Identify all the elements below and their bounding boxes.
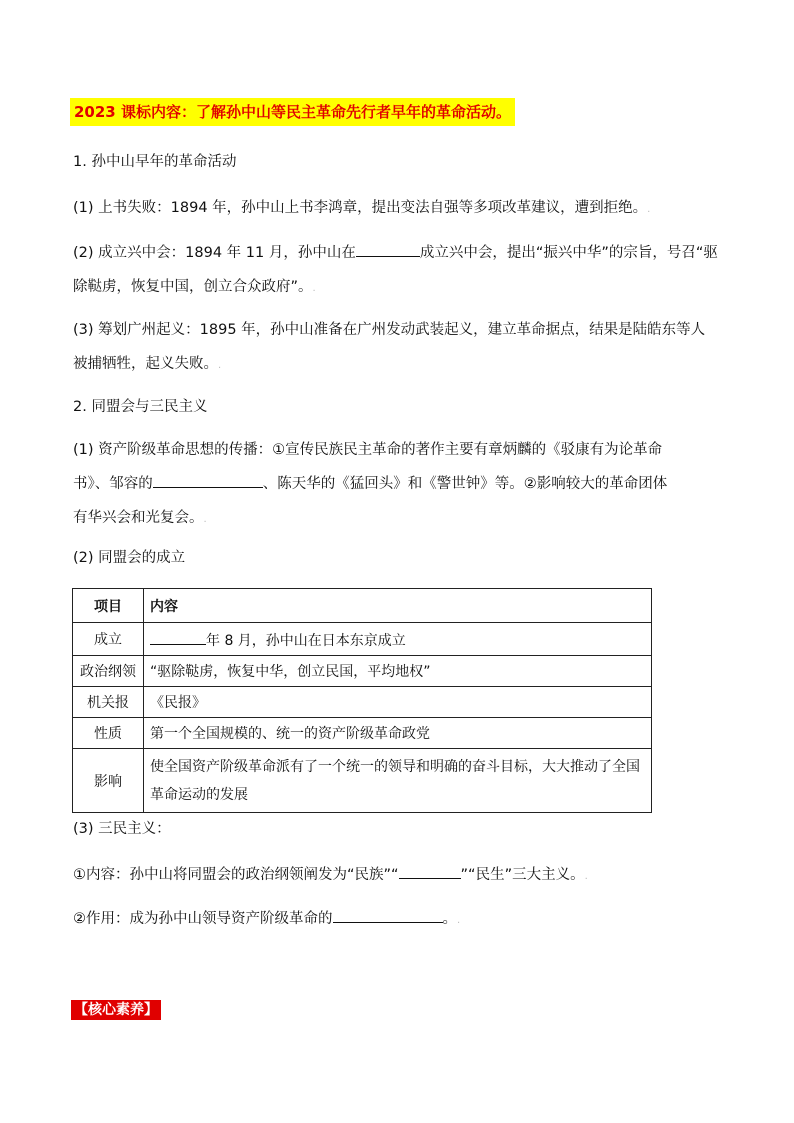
section1-item2: (2) 成立兴中会：1894 年 11 月，孙中山在 成立兴中会，提出“振兴中华”的宗旨，号召“驱 除鞑虏，恢复中国，创立合众政府”。. [73, 236, 725, 306]
table-row [73, 656, 652, 687]
section3-content: ①内容：孙中山将同盟会的政治纲领阐发为“民族”“ ”“民生”三大主义。. [73, 858, 725, 894]
section1-item1: (1) 上书失败：1894 年，孙中山上书李鸿章，提出变法自强等多项改革建议，遭到拒绝。. [73, 200, 651, 216]
row-label: 成立 [73, 623, 144, 656]
row-content: 第一个全国规模的、统一的资产阶级革命政党 [144, 718, 652, 749]
effect-text-b: 。 [442, 911, 457, 927]
core-competency-badge: 【核心素养】 [71, 1000, 161, 1020]
header-item: 项目 [73, 589, 144, 623]
section2-item1: (1) 资产阶级革命思想的传播：①宣传民族民主革命的著作主要有章炳麟的《驳康有为论革命 书》、邹容的 、陈天华的《猛回头》和《警世钟》等。②影响较大的革命团体 有华兴会和光复会。. [73, 442, 668, 526]
answer-blank[interactable] [153, 471, 263, 488]
row-label: 机关报 [73, 687, 144, 718]
item1-text: (1) 上书失败：1894 年，孙中山上书李鸿章，提出变法自强等多项改革建议，遭到拒绝。 [73, 200, 648, 216]
item1-text-b2: 、陈天华的《猛回头》和《警世钟》等。②影响较大的革命团体 [262, 476, 668, 492]
table-row [73, 718, 652, 749]
row-content: 《民报》 [144, 687, 652, 718]
row-label: 政治纲领 [73, 656, 144, 687]
answer-blank[interactable] [356, 240, 420, 257]
section3-title: (3) 三民主义： [73, 821, 171, 837]
row-content-text: 年 8 月，孙中山在日本东京成立 [206, 633, 406, 649]
content-text-a: ①内容：孙中山将同盟会的政治纲领阐发为“民族”“ [73, 867, 399, 883]
section1-title: 1. 孙中山早年的革命活动 [73, 154, 237, 170]
row-content: 使全国资产阶级革命派有了一个统一的领导和明确的奋斗目标，大大推动了全国革命运动的发展 [144, 749, 652, 813]
effect-text-a: ②作用：成为孙中山领导资产阶级革命的 [73, 911, 333, 927]
item1-text-b1: 书》、邹容的 [73, 476, 153, 492]
item1-text-a: (1) 资产阶级革命思想的传播：①宣传民族民主革命的著作主要有章炳麟的《驳康有为论革命 [73, 442, 663, 458]
row-content: “驱除鞑虏，恢复中华，创立民国，平均地权” [144, 656, 652, 687]
tongmenghui-table [72, 588, 652, 813]
item3-text-a: (3) 筹划广州起义：1895 年，孙中山准备在广州发动武装起义，建立革命据点，结果是陆皓东等人 [73, 322, 706, 338]
section2-item2: (2) 同盟会的成立 [73, 550, 186, 566]
section2-title: 2. 同盟会与三民主义 [73, 399, 208, 415]
table-row [73, 687, 652, 718]
table-header-row [73, 589, 652, 623]
standards-heading [70, 98, 515, 126]
row-content [144, 623, 652, 656]
answer-blank[interactable] [150, 628, 206, 645]
row-label: 影响 [73, 749, 144, 813]
item1-text-c: 有华兴会和光复会。 [73, 510, 204, 526]
answer-blank[interactable] [399, 862, 461, 879]
section3-effect: ②作用：成为孙中山领导资产阶级革命的 。. [73, 902, 725, 938]
row-label: 性质 [73, 718, 144, 749]
heading-year: 2023 [74, 103, 116, 121]
table-row [73, 623, 652, 656]
item2-text-c: 除鞑虏，恢复中国，创立合众政府”。 [73, 279, 313, 295]
item2-text-a: (2) 成立兴中会：1894 年 11 月，孙中山在 [73, 245, 356, 261]
heading-text: 课标内容：了解孙中山等民主革命先行者早年的革命活动。 [120, 103, 511, 121]
answer-blank[interactable] [333, 906, 443, 923]
item2-text-b: 成立兴中会，提出“振兴中华”的宗旨，号召“驱 [419, 245, 718, 261]
table-row [73, 749, 652, 813]
item3-text-b: 被捕牺牲，起义失败。 [73, 356, 218, 372]
section1-item3: (3) 筹划广州起义：1895 年，孙中山准备在广州发动武装起义，建立革命据点，结果是陆皓东等人 被捕牺牲，起义失败。. [73, 322, 706, 372]
content-text-b: ”“民生”三大主义。 [460, 867, 585, 883]
header-content: 内容 [144, 589, 652, 623]
